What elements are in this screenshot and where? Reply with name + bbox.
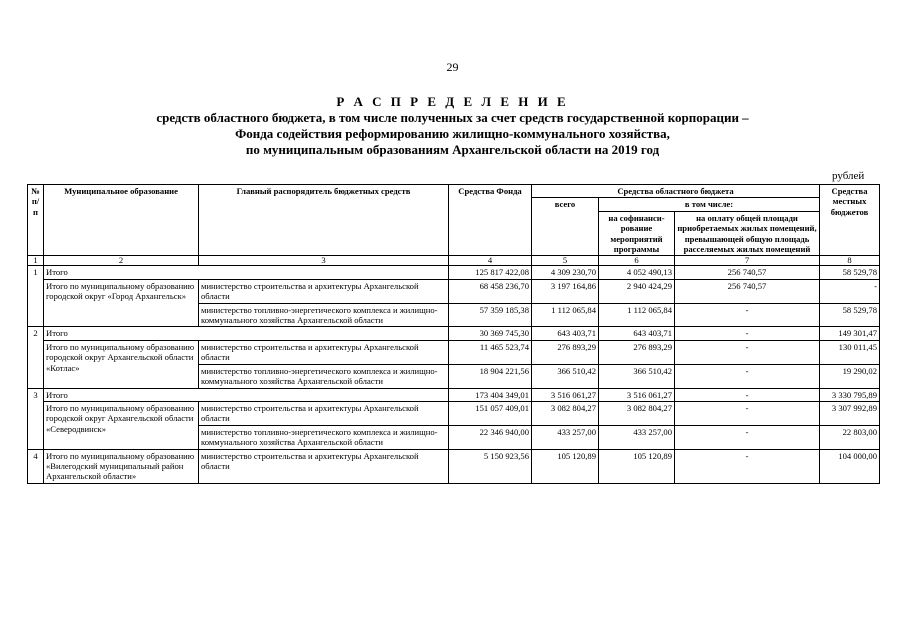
header-fund: Средства Фонда <box>449 185 532 256</box>
header-including: в том числе: <box>599 198 820 211</box>
header-cofinancing: на софинанси-рование мероприятий программы <box>599 211 675 256</box>
municipality-name: Итого по муниципальному образованию городской округ «Город Архангельск» <box>44 279 199 327</box>
manager-name: министерство строительства и архитектуры Архангельской области <box>199 340 449 364</box>
column-number: 1 <box>28 256 44 266</box>
header-total: всего <box>532 198 599 256</box>
value-cell: 19 290,02 <box>820 364 880 388</box>
table-row <box>28 401 880 425</box>
manager-name: министерство строительства и архитектуры Архангельской области <box>199 449 449 483</box>
value-cell: 130 011,45 <box>820 340 880 364</box>
manager-name: министерство топливно-энергетического комплекса и жилищно-коммунального хозяйства Архангельской области <box>199 303 449 327</box>
value-cell: 366 510,42 <box>599 364 675 388</box>
value-cell: 18 904 221,56 <box>449 364 532 388</box>
header-manager: Главный распорядитель бюджетных средств <box>199 185 449 256</box>
value-cell: 3 082 804,27 <box>599 401 675 425</box>
value-cell: 276 893,29 <box>599 340 675 364</box>
row-number: 1 <box>28 266 44 327</box>
manager-name: министерство топливно-энергетического комплекса и жилищно-коммунального хозяйства Архангельской области <box>199 425 449 449</box>
value-cell: 149 301,47 <box>820 327 880 340</box>
value-cell: 22 803,00 <box>820 425 880 449</box>
row-number: 3 <box>28 388 44 449</box>
value-cell: 4 309 230,70 <box>532 266 599 279</box>
units-label: рублей <box>832 170 865 182</box>
value-cell: 125 817 422,08 <box>449 266 532 279</box>
column-number: 5 <box>532 256 599 266</box>
value-cell: 3 330 795,89 <box>820 388 880 401</box>
manager-name: министерство строительства и архитектуры Архангельской области <box>199 279 449 303</box>
value-cell: - <box>675 340 820 364</box>
municipality-name: Итого по муниципальному образованию городской округ Архангельской области «Котлас» <box>44 340 199 388</box>
value-cell: 433 257,00 <box>599 425 675 449</box>
total-row <box>28 388 880 401</box>
table-row <box>28 340 880 364</box>
value-cell: 4 052 490,13 <box>599 266 675 279</box>
value-cell: 105 120,89 <box>532 449 599 483</box>
table-body <box>28 256 880 483</box>
value-cell: - <box>675 303 820 327</box>
column-number: 7 <box>675 256 820 266</box>
value-cell: 643 403,71 <box>599 327 675 340</box>
value-cell: - <box>820 279 880 303</box>
value-cell: - <box>675 364 820 388</box>
value-cell: 1 112 065,84 <box>599 303 675 327</box>
row-number: 4 <box>28 449 44 483</box>
manager-name: министерство строительства и архитектуры Архангельской области <box>199 401 449 425</box>
table-row <box>28 279 880 303</box>
value-cell: 57 359 185,38 <box>449 303 532 327</box>
column-number: 6 <box>599 256 675 266</box>
municipality-name: Итого по муниципальному образованию «Вилегодский муниципальный район Архангельской области» <box>44 449 199 483</box>
value-cell: 68 458 236,70 <box>449 279 532 303</box>
value-cell: 366 510,42 <box>532 364 599 388</box>
subtitle-line: по муниципальным образованиям Архангельской области на 2019 год <box>245 142 660 157</box>
column-number: 3 <box>199 256 449 266</box>
column-number: 2 <box>44 256 199 266</box>
table-row <box>28 449 880 483</box>
manager-name: министерство топливно-энергетического комплекса и жилищно-коммунального хозяйства Архангельской области <box>199 364 449 388</box>
value-cell: 643 403,71 <box>532 327 599 340</box>
distribution-table <box>27 184 880 484</box>
value-cell: 22 346 940,00 <box>449 425 532 449</box>
document-title: Р А С П Р Е Д Е Л Е Н И Е <box>336 94 569 109</box>
value-cell: 256 740,57 <box>675 266 820 279</box>
value-cell: 5 150 923,56 <box>449 449 532 483</box>
value-cell: - <box>675 425 820 449</box>
value-cell: 11 465 523,74 <box>449 340 532 364</box>
value-cell: 105 120,89 <box>599 449 675 483</box>
subtitle-line: средств областного бюджета, в том числе полученных за счет средств государственной корпорации – <box>156 110 749 125</box>
value-cell: 1 112 065,84 <box>532 303 599 327</box>
subtitle-line: Фонда содействия реформированию жилищно-коммунального хозяйства, <box>235 126 670 141</box>
column-number-row <box>28 256 880 266</box>
value-cell: 276 893,29 <box>532 340 599 364</box>
header-excess-area: на оплату общей площади приобретаемых жилых помещений, превышающей общую площадь расселяемых жилых помещений <box>675 211 820 256</box>
value-cell: 3 197 164,86 <box>532 279 599 303</box>
header-local-budgets: Средства местных бюджетов <box>820 185 880 256</box>
value-cell: 151 057 409,01 <box>449 401 532 425</box>
page-number: 29 <box>446 60 459 74</box>
value-cell: - <box>675 401 820 425</box>
value-cell: 3 516 061,27 <box>532 388 599 401</box>
total-label: Итого <box>44 327 449 340</box>
value-cell: 256 740,57 <box>675 279 820 303</box>
value-cell: 58 529,78 <box>820 266 880 279</box>
value-cell: 433 257,00 <box>532 425 599 449</box>
total-row <box>28 266 880 279</box>
value-cell: 30 369 745,30 <box>449 327 532 340</box>
row-number: 2 <box>28 327 44 388</box>
total-label: Итого <box>44 266 449 279</box>
value-cell: 104 000,00 <box>820 449 880 483</box>
header-municipality: Муниципальное образование <box>44 185 199 256</box>
header-num: № п/п <box>28 185 44 256</box>
column-number: 8 <box>820 256 880 266</box>
total-label: Итого <box>44 388 449 401</box>
municipality-name: Итого по муниципальному образованию городской округ Архангельской области «Северодвинск» <box>44 401 199 449</box>
value-cell: - <box>675 449 820 483</box>
total-row <box>28 327 880 340</box>
value-cell: - <box>675 327 820 340</box>
column-number: 4 <box>449 256 532 266</box>
value-cell: 173 404 349,01 <box>449 388 532 401</box>
value-cell: 2 940 424,29 <box>599 279 675 303</box>
value-cell: 3 082 804,27 <box>532 401 599 425</box>
value-cell: 3 307 992,89 <box>820 401 880 425</box>
value-cell: - <box>675 388 820 401</box>
header-regional-budget: Средства областного бюджета <box>532 185 820 198</box>
value-cell: 58 529,78 <box>820 303 880 327</box>
document-subtitle <box>60 110 845 158</box>
value-cell: 3 516 061,27 <box>599 388 675 401</box>
